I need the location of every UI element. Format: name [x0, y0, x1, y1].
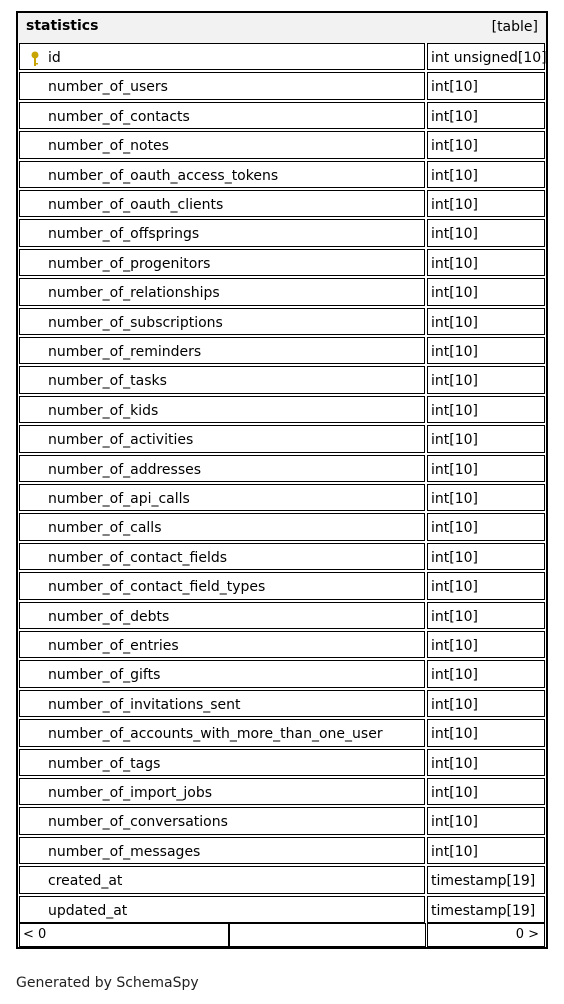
column-type: int unsigned[10] [431, 50, 547, 66]
table-row [18, 395, 546, 424]
column-type: int[10] [431, 226, 478, 243]
column-name: number_of_offsprings [48, 226, 200, 243]
table-row [18, 101, 546, 130]
table-row [18, 483, 546, 512]
table-row [18, 160, 546, 189]
column-type-cell [427, 219, 545, 246]
column-type-cell [427, 455, 545, 482]
column-name-cell [19, 719, 425, 746]
column-name: number_of_entries [48, 638, 179, 654]
table-row [18, 748, 546, 777]
column-type: int[10] [431, 344, 478, 360]
column-name: number_of_oauth_clients [48, 197, 224, 213]
column-type-cell [427, 278, 545, 305]
table-row [18, 630, 546, 659]
column-name-cell [19, 366, 425, 393]
column-name: number_of_addresses [48, 461, 202, 478]
table-row [18, 836, 546, 865]
table-row [18, 601, 546, 630]
column-name-cell [19, 866, 425, 893]
column-name-cell [19, 631, 425, 658]
table-row [18, 189, 546, 218]
column-type: int[10] [431, 491, 478, 507]
table-row [18, 218, 546, 247]
column-name: number_of_kids [48, 402, 159, 419]
column-name-cell [19, 690, 425, 717]
column-type: int[10] [431, 373, 478, 390]
column-type-cell [427, 660, 545, 687]
footer-middle-cell [229, 923, 426, 947]
column-name-cell [19, 807, 425, 834]
column-name-cell [19, 131, 425, 158]
column-type: timestamp[19] [431, 873, 536, 890]
column-name-cell [19, 308, 425, 335]
table-row [18, 865, 546, 894]
column-type-cell [427, 337, 545, 364]
column-name: number_of_contacts [48, 108, 190, 125]
column-name-cell [19, 896, 425, 923]
column-name: number_of_tags [48, 755, 161, 772]
column-name-cell [19, 337, 425, 364]
footer-left-cell [19, 923, 229, 947]
column-type: int[10] [431, 549, 478, 566]
column-type: int[10] [431, 314, 478, 331]
column-name-cell [19, 190, 425, 217]
column-name: number_of_import_jobs [48, 785, 212, 801]
column-name: number_of_users [48, 79, 168, 96]
table-row [18, 454, 546, 483]
column-type: int[10] [431, 814, 478, 831]
column-type: int[10] [431, 108, 478, 125]
column-type: int[10] [431, 285, 478, 302]
generated-by-label: Generated by SchemaSpy [16, 975, 199, 991]
column-name: number_of_relationships [48, 285, 220, 302]
column-type-cell [427, 484, 545, 511]
table-row [18, 895, 546, 924]
column-type-cell [427, 896, 545, 923]
column-name: created_at [48, 873, 123, 890]
column-type-cell [427, 749, 545, 776]
table-row [18, 659, 546, 688]
column-name-cell [19, 102, 425, 129]
table-diagram [16, 11, 548, 949]
column-type: int[10] [431, 726, 478, 743]
column-name-cell [19, 219, 425, 246]
column-type: int[10] [431, 520, 478, 537]
table-row [18, 777, 546, 806]
column-name: number_of_api_calls [48, 491, 190, 507]
column-type: int[10] [431, 432, 478, 449]
column-name: number_of_reminders [48, 344, 202, 360]
column-name-cell [19, 660, 425, 687]
column-name-cell [19, 572, 425, 599]
column-type-cell [427, 778, 545, 805]
column-name: number_of_invitations_sent [48, 696, 241, 713]
table-row [18, 512, 546, 541]
column-type: int[10] [431, 785, 478, 801]
column-name: number_of_debts [48, 608, 170, 625]
table-kind: [table] [491, 19, 538, 35]
column-type: int[10] [431, 696, 478, 713]
table-row [18, 71, 546, 100]
column-type-cell [427, 513, 545, 540]
column-type: int[10] [431, 138, 478, 155]
column-type-cell [427, 837, 545, 864]
table-row [18, 542, 546, 571]
child-count: 0 > [515, 927, 539, 942]
column-type: int[10] [431, 461, 478, 478]
column-type-cell [427, 543, 545, 570]
table-row [18, 365, 546, 394]
column-type-cell [427, 161, 545, 188]
table-row [18, 130, 546, 159]
table-row [18, 689, 546, 718]
column-name-cell [19, 778, 425, 805]
column-type-cell [427, 131, 545, 158]
column-name-cell [19, 602, 425, 629]
column-type-cell [427, 308, 545, 335]
column-name: number_of_oauth_access_tokens [48, 167, 279, 184]
column-type-cell [427, 866, 545, 893]
column-name-cell [19, 455, 425, 482]
column-type-cell [427, 102, 545, 129]
column-type-cell [427, 719, 545, 746]
column-name: number_of_calls [48, 520, 162, 537]
column-name-cell [19, 72, 425, 99]
column-name: number_of_gifts [48, 667, 161, 684]
column-name-cell [19, 749, 425, 776]
column-name-cell [19, 396, 425, 423]
column-name: number_of_notes [48, 138, 169, 155]
parent-count: < 0 [23, 927, 47, 942]
column-type-cell [427, 572, 545, 599]
column-name-cell [19, 837, 425, 864]
column-type: int[10] [431, 638, 478, 654]
table-name: statistics [26, 18, 99, 34]
table-header [18, 13, 546, 43]
column-type-cell [427, 43, 545, 70]
table-row [18, 336, 546, 365]
column-type-cell [427, 602, 545, 629]
column-name-cell [19, 161, 425, 188]
footer-right-cell [427, 923, 545, 947]
table-row [18, 42, 546, 71]
column-name: number_of_messages [48, 843, 201, 860]
column-type: int[10] [431, 608, 478, 625]
table-row [18, 424, 546, 453]
column-type-cell [427, 690, 545, 717]
table-row [18, 571, 546, 600]
column-type: timestamp[19] [431, 902, 536, 919]
column-name: number_of_contact_field_types [48, 579, 266, 596]
column-type: int[10] [431, 79, 478, 96]
column-name: number_of_contact_fields [48, 549, 228, 566]
table-row [18, 277, 546, 306]
table-footer [18, 922, 546, 948]
column-type-cell [427, 631, 545, 658]
table-row [18, 718, 546, 747]
column-name: number_of_subscriptions [48, 314, 223, 331]
column-type-cell [427, 425, 545, 452]
column-name-cell [19, 43, 425, 70]
column-name-cell [19, 425, 425, 452]
column-type: int[10] [431, 667, 478, 684]
column-name-cell [19, 249, 425, 276]
column-type: int[10] [431, 167, 478, 184]
column-name: number_of_accounts_with_more_than_one_user [48, 726, 383, 743]
column-type: int[10] [431, 755, 478, 772]
column-type-cell [427, 249, 545, 276]
table-row [18, 806, 546, 835]
column-name: number_of_progenitors [48, 255, 211, 272]
column-type: int[10] [431, 255, 478, 272]
table-row [18, 248, 546, 277]
column-name: id [48, 50, 61, 66]
column-type: int[10] [431, 402, 478, 419]
column-type-cell [427, 807, 545, 834]
column-name-cell [19, 543, 425, 570]
table-row [18, 307, 546, 336]
column-type-cell [427, 72, 545, 99]
column-name: updated_at [48, 902, 128, 919]
column-type-cell [427, 190, 545, 217]
column-name: number_of_tasks [48, 373, 167, 390]
column-name-cell [19, 278, 425, 305]
column-type: int[10] [431, 843, 478, 860]
column-type-cell [427, 366, 545, 393]
column-type: int[10] [431, 197, 478, 213]
column-name-cell [19, 484, 425, 511]
column-type-cell [427, 396, 545, 423]
column-name: number_of_activities [48, 432, 194, 449]
column-type: int[10] [431, 579, 478, 596]
column-name: number_of_conversations [48, 814, 228, 831]
key-icon [30, 51, 40, 67]
column-name-cell [19, 513, 425, 540]
